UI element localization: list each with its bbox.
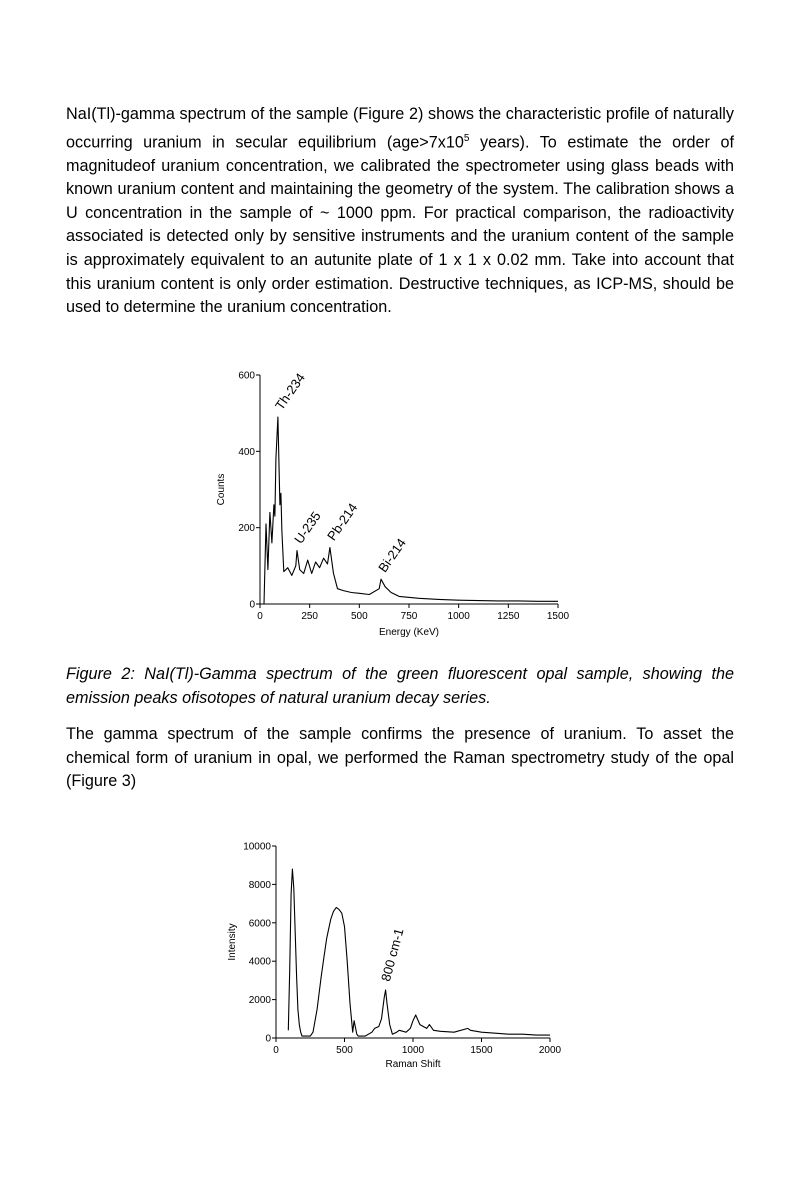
intro-text-part1: NaI(Tl)-gamma spectrum of the sample (Figure 2) shows the characteristic profile of naturally occurring uranium in secular equilibrium (age>7x10 (66, 105, 734, 151)
gamma-peak-label: Pb-214 (324, 500, 361, 544)
raman-y-tick-label: 8000 (248, 879, 271, 891)
raman-x-tick-label: 1500 (470, 1045, 493, 1056)
gamma-x-tick-label: 1500 (546, 611, 570, 622)
raman-chart (227, 842, 562, 1071)
gamma-x-tick-label: 750 (400, 611, 418, 622)
raman-x-tick-label: 500 (336, 1045, 353, 1056)
gamma-peak-label: Bi-214 (375, 535, 409, 575)
raman-y-tick-label: 10000 (243, 841, 271, 853)
figure2-caption: Figure 2: NaI(Tl)-Gamma spectrum of the green fluorescent opal sample, showing the emission peaks ofisotopes of natural uranium decay series. (66, 665, 734, 707)
raman-intro-paragraph: The gamma spectrum of the sample confirms the presence of uranium. To asset the chemical form of uranium in opal, we performed the Raman spectrometry study of the opal (Figure 3) (66, 725, 734, 791)
raman-y-tick-label: 6000 (248, 918, 271, 930)
raman-y-tick-label: 4000 (248, 956, 271, 968)
gamma-x-tick-label: 0 (257, 611, 263, 622)
raman-y-tick-label: 0 (265, 1033, 271, 1045)
exponent-superscript: 5 (463, 132, 470, 144)
raman-y-axis-label: Intensity (227, 923, 238, 961)
gamma-y-axis-label: Counts (216, 473, 227, 506)
gamma-chart (216, 370, 570, 638)
gamma-y-tick-label: 0 (249, 599, 255, 611)
raman-y-tick-label: 2000 (248, 995, 271, 1007)
gamma-x-tick-label: 1000 (447, 611, 470, 622)
gamma-spectrum-line (264, 417, 558, 604)
gamma-y-tick-label: 600 (238, 370, 255, 382)
raman-x-axis-label: Raman Shift (385, 1059, 441, 1070)
gamma-x-tick-label: 500 (350, 611, 368, 622)
raman-peak-label: 800 cm-1 (378, 926, 407, 983)
gamma-y-tick-label: 400 (238, 446, 255, 458)
gamma-x-tick-label: 1250 (497, 611, 520, 622)
raman-x-tick-label: 0 (273, 1045, 279, 1056)
raman-spectrum-line (288, 869, 550, 1036)
gamma-y-tick-label: 200 (238, 523, 255, 535)
gamma-x-axis-label: Energy (KeV) (378, 627, 440, 638)
raman-x-tick-label: 1000 (401, 1045, 425, 1056)
gamma-x-tick-label: 250 (301, 611, 319, 622)
raman-x-tick-label: 2000 (538, 1045, 562, 1056)
gamma-peak-label: Th-234 (272, 370, 308, 413)
gamma-peak-label: U-235 (291, 508, 324, 547)
intro-text-part2: years). To estimate the order of magnitudeof uranium concentration, we calibrated the spectrometer using glass beads with known uranium content and maintaining the geometry of the system. The calibration shows a U concentration in the sample of ~ 1000 ppm. For practical comparison, the radioactivity associated is detected only by sensitive instruments and the uranium content of the sample is approximately equivalent to an autunite plate of 1 x 1 x 0.02 mm. Take into account that this uranium content is only order estimation. Destructive techniques, as ICP-MS, should be used to determine the uranium concentration. (66, 132, 734, 317)
